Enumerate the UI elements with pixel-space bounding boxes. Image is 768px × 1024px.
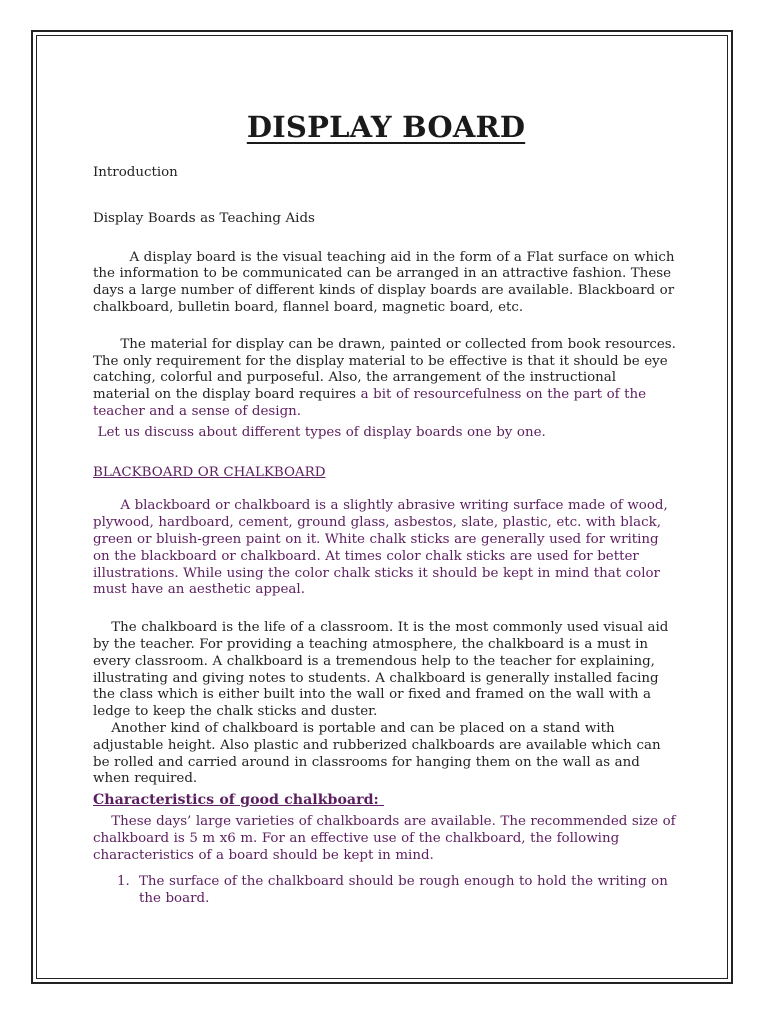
paragraph-display-material [93,336,681,421]
characteristics-heading [93,792,676,809]
section-heading-blackboard: BLACKBOARD OR CHALKBOARD [93,464,326,480]
paragraph-display-board-definition: A display board is the visual teaching aid in the form of a Flat surface on which the information to be communicated can be arranged in an attractive fashion. These days a large number of different kinds of display boards are available. Blackboard or chalkboard, bulletin board, flannel board, magnetic board, etc. [93,249,680,315]
intro-label: Introduction [93,165,178,180]
list-item [93,874,676,908]
characteristics-heading-colon: : [373,792,379,809]
list-item-text: The surface of the chalkboard should be rough enough to hold the writing on the board. [139,874,668,907]
paragraph-display-material-text: The material for display can be drawn, painted or collected from book resources. The only requirement for the display material to be effective is that it should be eye catching, colorful and purposeful. Also, the arrangement of the instructional material on the display board requires [93,336,681,403]
paragraph-chalkboard-life: The chalkboard is the life of a classroom. It is the most commonly used visual aid by the teacher. For providing a teaching atmosphere, the chalkboard is a must in every classroom. A chalkboard is a tremendous help to the teacher for explaining, illustrating and giving notes to students. A chalkboard is generally installed facing the class which is either built into the wall or fixed and framed on the wall with a ledge to keep the chalk sticks and duster. [93,620,673,720]
paragraph-display-material-highlight: a bit of resourcefulness on the part of the teacher and a sense of design. [93,387,651,419]
paragraph-blackboard-definition: A blackboard or chalkboard is a slightly abrasive writing surface made of wood, plywood, hardboard, cement, ground glass, asbestos, slate, plastic, etc. with black, green or bluish-green paint on it. White chalk sticks are generally used for writing on the blackboard or chalkboard. At times color chalk sticks are used for better illustrations. While using the color chalk sticks it should be kept in mind that color must have an aesthetic appeal. [93,498,673,598]
document-body [93,110,681,908]
list-item-number: 1. [117,874,130,890]
paragraph-portable-chalkboard: Another kind of chalkboard is portable and can be placed on a stand with adjustable height. Also plastic and rubberized chalkboards are available which can be rolled and carried around in classrooms for hanging them on the wall as and when required. [93,720,666,787]
paragraph-chalkboard-sizes: These days’ large varieties of chalkboards are available. The recommended size of chalkboard is 5 m x6 m. For an effective use of the chalkboard, the following characteristics of a board should be kept in mind. [93,813,681,863]
characteristics-list [93,874,676,908]
document-title: DISPLAY BOARD [246,110,526,144]
characteristics-heading-text: Characteristics of good chalkboard [93,792,374,809]
paragraph-discuss-types: Let us discuss about different types of display boards one by one. [93,424,546,440]
subheading: Display Boards as Teaching Aids [93,210,315,226]
